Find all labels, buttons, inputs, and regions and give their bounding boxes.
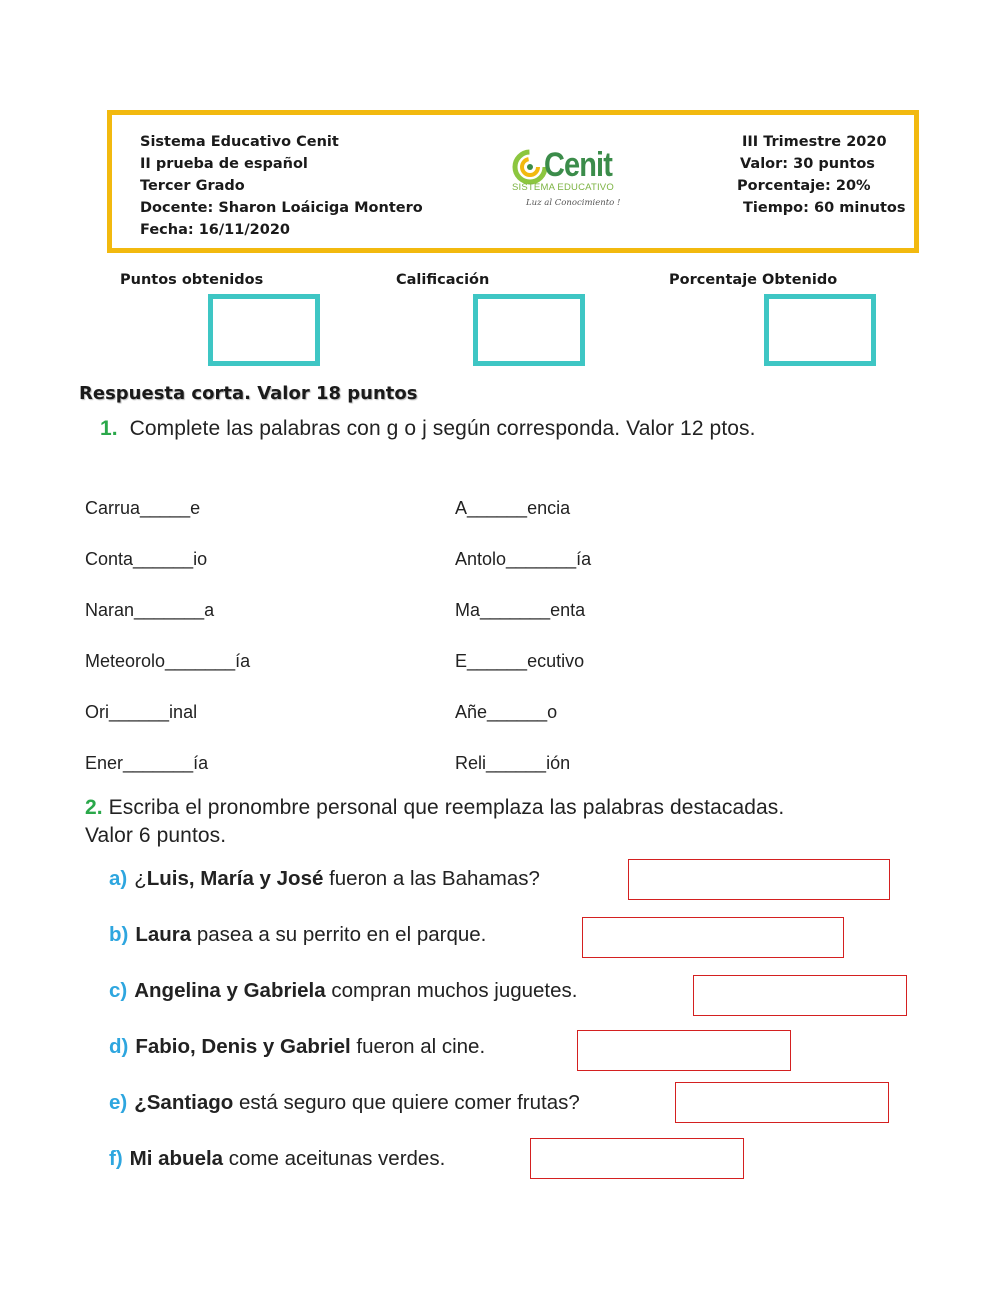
word-left-3[interactable]: Naran_______a [85, 600, 215, 620]
word-left-5[interactable]: Ori______inal [85, 702, 198, 722]
item-d-bold: Fabio, Denis y Gabriel [135, 1035, 351, 1058]
grade: Tercer Grado [140, 178, 245, 194]
question-1-text: Complete las palabras con g o j según corresponda. Valor 12 ptos. [129, 417, 756, 440]
item-f-letter: f) [109, 1147, 123, 1170]
test-name: II prueba de español [140, 156, 308, 172]
question-2-text: Escriba el pronombre personal que reemplaza las palabras destacadas. [108, 796, 785, 819]
item-d-rest: fueron al cine. [350, 1035, 486, 1058]
item-f-bold: Mi abuela [129, 1147, 224, 1170]
item-e-bold: ¿Santiago [134, 1091, 234, 1114]
word-right-5[interactable]: Añe______o [455, 702, 558, 722]
value: Valor: 30 puntos [740, 156, 875, 172]
item-a-bold: Luis, María y José [146, 867, 324, 890]
item-a-letter: a) [109, 867, 128, 890]
percentage-label: Porcentaje Obtenido [669, 272, 838, 288]
item-a [109, 867, 540, 891]
item-e [109, 1091, 580, 1115]
teacher: Docente: Sharon Loáiciga Montero [140, 200, 423, 216]
time: Tiempo: 60 minutos [743, 200, 906, 216]
item-b-rest: pasea a su perrito en el parque. [191, 923, 487, 946]
logo-word: Cenit [544, 146, 612, 184]
logo-subtitle: SISTEMA EDUCATIVO [512, 182, 614, 193]
points-label: Puntos obtenidos [120, 272, 264, 288]
item-c-letter: c) [109, 979, 128, 1002]
question-2-value: Valor 6 puntos. [85, 824, 227, 847]
header-left-info [140, 131, 423, 241]
word-right-3[interactable]: Ma_______enta [455, 600, 586, 620]
item-c-rest: compran muchos juguetes. [325, 979, 578, 1002]
item-b [109, 923, 486, 947]
section-title: Respuesta corta. Valor 18 puntos [79, 383, 418, 404]
answer-box-e[interactable] [675, 1082, 889, 1123]
school-name: Sistema Educativo Cenit [140, 134, 339, 150]
item-d [109, 1035, 485, 1059]
word-left-1[interactable]: Carrua_____e [85, 498, 201, 518]
word-right-2[interactable]: Antolo_______ía [455, 549, 592, 569]
item-a-rest: fueron a las Bahamas? [323, 867, 540, 890]
word-left-2[interactable]: Conta______io [85, 549, 208, 569]
answer-box-b[interactable] [582, 917, 844, 958]
header-right-info [737, 131, 905, 219]
item-c [109, 979, 577, 1003]
item-f-rest: come aceitunas verdes. [223, 1147, 446, 1170]
word-left-6[interactable]: Ener_______ía [85, 753, 209, 773]
word-right-6[interactable]: Reli______ión [455, 753, 571, 773]
question-1-number: 1. [100, 417, 118, 440]
item-e-letter: e) [109, 1091, 128, 1114]
date: Fecha: 16/11/2020 [140, 222, 291, 238]
logo-tagline: Luz al Conocimiento ! [526, 198, 621, 208]
percentage-box[interactable] [764, 294, 876, 366]
item-a-prefix: ¿ [134, 867, 147, 890]
word-left-4[interactable]: Meteorolo_______ía [85, 651, 251, 671]
trimester: III Trimestre 2020 [742, 134, 887, 150]
question-2-number: 2. [85, 796, 103, 819]
item-e-rest: está seguro que quiere comer frutas? [233, 1091, 580, 1114]
answer-box-f[interactable] [530, 1138, 744, 1179]
word-right-1[interactable]: A______encia [455, 498, 571, 518]
answer-box-d[interactable] [577, 1030, 791, 1071]
question-1 [100, 417, 756, 441]
question-2 [85, 796, 784, 820]
grade-label: Calificación [396, 272, 490, 288]
points-box[interactable] [208, 294, 320, 366]
item-c-bold: Angelina y Gabriela [134, 979, 326, 1002]
answer-box-c[interactable] [693, 975, 907, 1016]
cenit-logo [510, 146, 620, 216]
item-b-bold: Laura [135, 923, 192, 946]
percentage: Porcentaje: 20% [737, 178, 871, 194]
word-right-4[interactable]: E______ecutivo [455, 651, 585, 671]
item-f [109, 1147, 445, 1171]
item-b-letter: b) [109, 923, 129, 946]
item-d-letter: d) [109, 1035, 129, 1058]
grade-box[interactable] [473, 294, 585, 366]
answer-box-a[interactable] [628, 859, 890, 900]
